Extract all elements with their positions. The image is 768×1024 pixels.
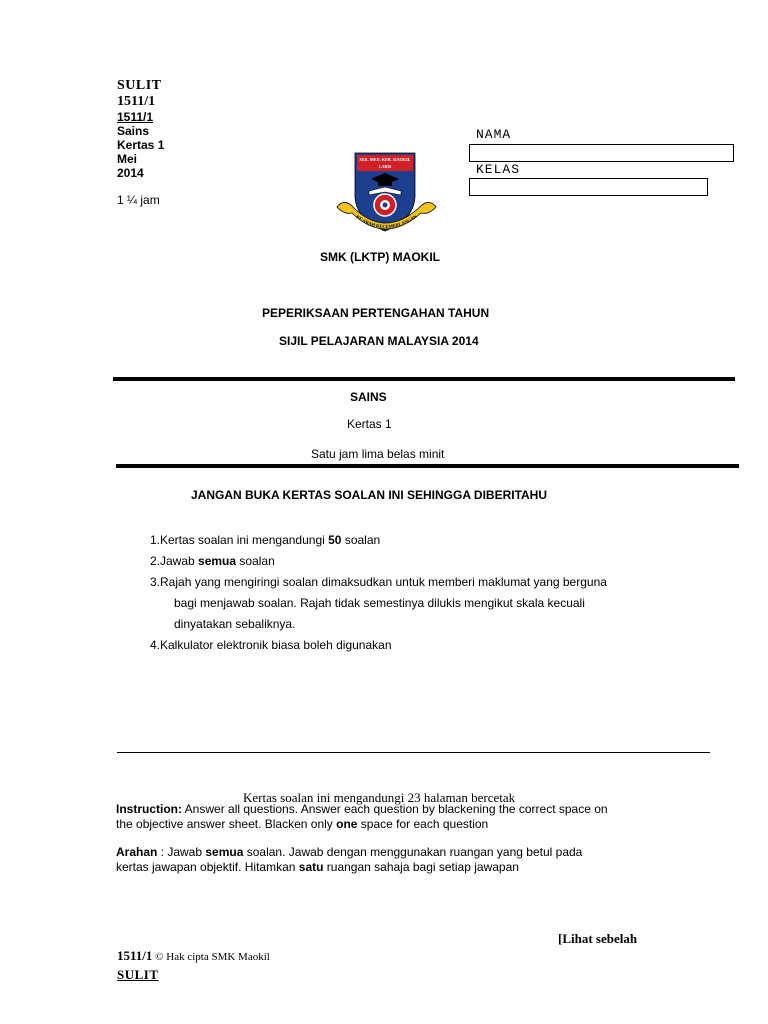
footer-classification: SULIT [117, 967, 159, 982]
instruction-malay: Arahan : Jawab semua soalan. Jawab dengan menggunakan ruangan yang betul pada kertas jawapan objektif. Hitamkan satu ruangan sahaja bagi setiap jawapan [116, 845, 583, 874]
class-label: KELAS [476, 162, 521, 177]
instruction-item-4: 4.Kalkulator elektronik biasa boleh digunakan [150, 638, 392, 652]
warning-notice: JANGAN BUKA KERTAS SOALAN INI SEHINGGA DIBERITAHU [191, 488, 548, 502]
exam-subtitle: SIJIL PELAJARAN MALAYSIA 2014 [279, 334, 479, 348]
footer-copyright: © Hak cipta SMK Maokil [152, 951, 270, 963]
exam-title: PEPERIKSAAN PERTENGAHAN TAHUN [262, 306, 490, 320]
name-label: NAMA [476, 127, 512, 142]
header-duration: 1 ¼ jam [117, 193, 160, 207]
instruction-item-1: 1.Kertas soalan ini mengandungi 50 soalan [150, 533, 381, 547]
footer-code: 1511/1 [117, 948, 153, 963]
page-count-note: Kertas soalan ini mengandungi 23 halaman bercetak [243, 790, 516, 805]
header-subject: Sains [117, 124, 150, 138]
header-paper: Kertas 1 [117, 138, 165, 152]
header-month: Mei [117, 152, 138, 166]
crest-motto: KE ARAH KECEMERLANGAN [355, 213, 418, 230]
next-page-note: [Lihat sebelah [558, 931, 638, 946]
divider-thin [117, 752, 710, 753]
subject-title: SAINS [350, 390, 387, 404]
instruction-item-2: 2.Jawab semua soalan [150, 554, 275, 568]
crest-banner-sub: LABIS [378, 164, 392, 169]
header-year: 2014 [117, 166, 144, 180]
instruction-list [150, 530, 607, 656]
name-field[interactable] [469, 144, 734, 162]
page-footer [117, 947, 270, 983]
classification-label: SULIT [117, 78, 162, 93]
class-field[interactable] [469, 178, 708, 196]
paper-code: 1511/1 [117, 94, 156, 109]
divider-thick-bottom [116, 464, 739, 468]
instruction-english: Instruction: Answer all questions. Answer each question by blackening the correct space on the objective answer sheet. Blacken only one space for each question [116, 802, 608, 831]
divider-thick-top [113, 377, 735, 381]
crest-banner-text: SEK. MEN. KEB. MAOKIL [359, 157, 411, 162]
school-crest-icon [333, 149, 440, 239]
instruction-item-3: 3.Rajah yang mengiringi soalan dimaksudkan untuk memberi maklumat yang berguna [150, 575, 607, 589]
paper-code-underlined: 1511/1 [117, 110, 154, 124]
exam-duration: Satu jam lima belas minit [311, 447, 445, 461]
paper-number: Kertas 1 [347, 417, 392, 431]
school-name: SMK (LKTP) MAOKIL [320, 250, 440, 264]
instruction-item-3-cont: bagi menjawab soalan. Rajah tidak semestinya dilukis mengikut skala kecuali [174, 596, 585, 610]
header-block [117, 78, 164, 207]
instruction-item-3-cont: dinyatakan sebaliknya. [174, 617, 296, 631]
